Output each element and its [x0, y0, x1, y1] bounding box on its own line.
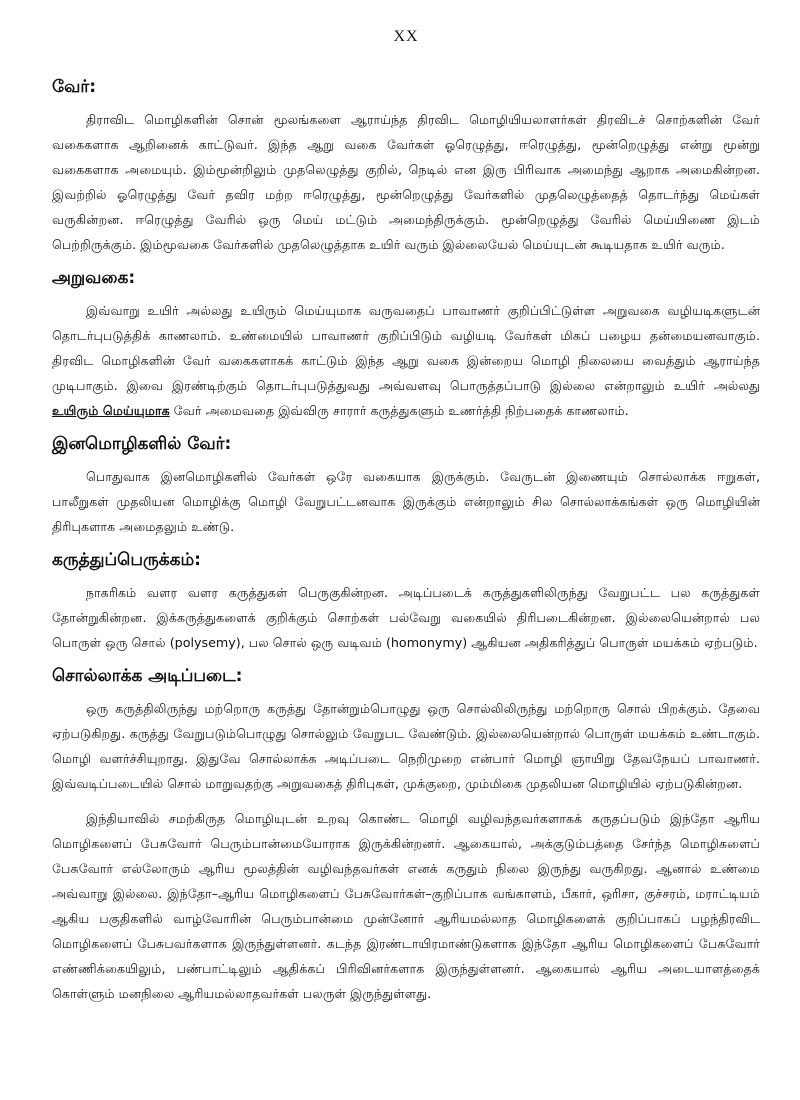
- section-heading-six-types: அறுவகை:: [52, 268, 136, 288]
- section-root: [52, 76, 760, 257]
- section-heading-root: வேர்:: [52, 77, 97, 97]
- paragraph-six-types: [52, 298, 760, 423]
- page-number: XX: [393, 28, 419, 45]
- section-concept-growth: [52, 549, 760, 655]
- paragraph-indo-aryan: இந்தியாவில் சமற்கிருத மொழியுடன் உறவு கொண்ட மொழி வழிவந்தவர்களாகக் கருதப்படும் இந்தோ ஆரிய மொழிகளைப் பேசுவோர் பெரும்பான்மையோராக இருக்கின்றனர். ஆகையால், அக்குடும்பத்தை சேர்ந்த மொழிகளைப் பேசுவோர் எல்லோரும் ஆரிய மூலத்தின் வழிவந்தவர்கள் எனக் கருதும் நிலை இருந்து வருகிறது. ஆனால் உண்மை அவ்வாறு இல்லை. இந்தோ–ஆரிய மொழிகளைப் பேசுவோர்கள்–குறிப்பாக வங்காளம், பீகார், ஒரிசா, குச்சரம், மராட்டியம் ஆகிய பகுதிகளில் வாழ்வோரின் பெரும்பான்மை முன்னோர் ஆரியமல்லாத மொழிகளைக் குறிப்பாகப் பழந்திரவிட மொழிகளைப் பேசுபவர்களாக இருந்துள்ளனர். கடந்த இரண்டாயிரமாண்டுகளாக இந்தோ ஆரிய மொழிகளைப் பேசுவோர் எண்ணிக்கையிலும், பண்பாட்டிலும் ஆதிக்கப் பிரிவினர்களாக இருந்துள்ளனர். ஆகையால் ஆரிய அடையாளத்தைக் கொள்ளும் மனநிலை ஆரியமல்லாதவர்கள் பலருள் இருந்துள்ளது.: [52, 811, 760, 1001]
- section-heading-cognate-roots: இனமொழிகளில் வேர்:: [52, 434, 232, 454]
- section-word-formation: [52, 665, 760, 1006]
- paragraph-word-formation: ஒரு கருத்திலிருந்து மற்றொரு கருத்து தோன்றும்பொழுது ஒரு சொல்லிலிருந்து மற்றொரு சொல் பிறக்கும். தேவை ஏற்படுகிறது. கருத்து வேறுபடும்பொழுது சொல்லும் வேறுபட வேண்டும். இல்லையென்றால் பொருள் மயக்கம் உண்டாகும். மொழி வளர்ச்சியுறாது. இதுவே சொல்லாக்க அடிப்படை நெறிமுறை என்பார் மொழி ஞாயிறு தேவநேயப் பாவாணர். இவ்வடிப்படையில் சொல் மாறுவதற்கு அறுவகைத் திரிபுகள், முக்குறை, மும்மிகை முதலியன மொழியில் ஏற்படுகின்றன.: [52, 701, 760, 791]
- emphasized-phrase: உயிரும் மெய்யுமாக: [52, 403, 170, 418]
- section-cognate-roots: [52, 433, 760, 539]
- section-heading-word-formation: சொல்லாக்க அடிப்படை:: [52, 666, 243, 686]
- section-heading-concept-growth: கருத்துப்பெருக்கம்:: [52, 550, 201, 570]
- paragraph-root: திராவிட மொழிகளின் சொன் மூலங்களை ஆராய்ந்த திரவிட மொழியியலாளர்கள் திரவிடச் சொற்களின் வேர் வகைகளாக ஆறினைக் காட்டுவர். இந்த ஆறு வகை வேர்கள் ஓரெழுத்து, ஈரெழுத்து, மூன்றெழுத்து என்று மூன்று வகைகளாக அமையும். இம்மூன்றிலும் முதலெழுத்து குறில், நெடில் என இரு பிரிவாக அமைந்து ஆறாக அமைகின்றன. இவற்றில் ஓரெழுத்து வேர் தவிர மற்ற ஈரெழுத்து, மூன்றெழுத்து வேர்களில் முதலெழுத்தைத் தொடர்ந்து மெய்கள் வருகின்றன. ஈரெழுத்து வேரில் ஒரு மெய் மட்டும் அமைந்திருக்கும். மூன்றெழுத்து வேரில் மெய்யிணை இடம் பெற்றிருக்கும். இம்மூவகை வேர்களில் முதலெழுத்தாக உயிர் வரும் இல்லையேல் மெய்யுடன் கூடியதாக உயிர் வரும்.: [52, 112, 760, 252]
- paragraph-concept-growth: நாகரிகம் வளர வளர கருத்துகள் பெருகுகின்றன. அடிப்படைக் கருத்துகளிலிருந்து வேறுபட்ட பல கருத்துகள் தோன்றுகின்றன. இக்கருத்துகளைக் குறிக்கும் சொற்கள் பல்வேறு வகையில் திரிபடைகின்றன. இல்லையென்றால் பல பொருள் ஒரு சொல் (polysemy), பல சொல் ஒரு வடிவம் (homonymy) ஆகியன அதிகரித்துப் பொருள் மயக்கம் ஏற்படும்.: [52, 585, 760, 650]
- section-six-types: [52, 267, 760, 423]
- paragraph-text: இவ்வாறு உயிர் அல்லது உயிரும் மெய்யுமாக வருவதைப் பாவாணர் குறிப்பிட்டுள்ள அறுவகை வழியடிகளுடன் தொடர்புபடுத்திக் காணலாம். உண்மையில் பாவாணர் குறிப்பிடும் வழியடி வேர்கள் மிகப் பழைய தன்மையனவாகும். திரவிட மொழிகளின் வேர் வகைகளாகக் காட்டும் இந்த ஆறு வகை இன்றைய மொழி நிலையை வைத்தும் ஆராய்ந்த முடிபாகும். இவை இரண்டிற்கும் தொடர்புபடுத்துவது அவ்வளவு பொருத்தப்பாடு இல்லை என்றாலும் உயிர் அல்லது: [52, 303, 760, 393]
- paragraph-cognate-roots: பொதுவாக இனமொழிகளில் வேர்கள் ஒரே வகையாக இருக்கும். வேருடன் இணையும் சொல்லாக்க ஈறுகள், பாலீறுகள் முதலியன மொழிக்கு மொழி வேறுபட்டனவாக இருக்கும் என்றாலும் சில சொல்லாக்கங்கள் ஒரு மொழியின் திரிபுகளாக அமைதலும் உண்டு.: [52, 469, 760, 534]
- paragraph-text: வேர் அமைவதை இவ்விரு சாரார் கருத்துகளும் உணர்த்தி நிற்பதைக் காணலாம்.: [173, 403, 629, 418]
